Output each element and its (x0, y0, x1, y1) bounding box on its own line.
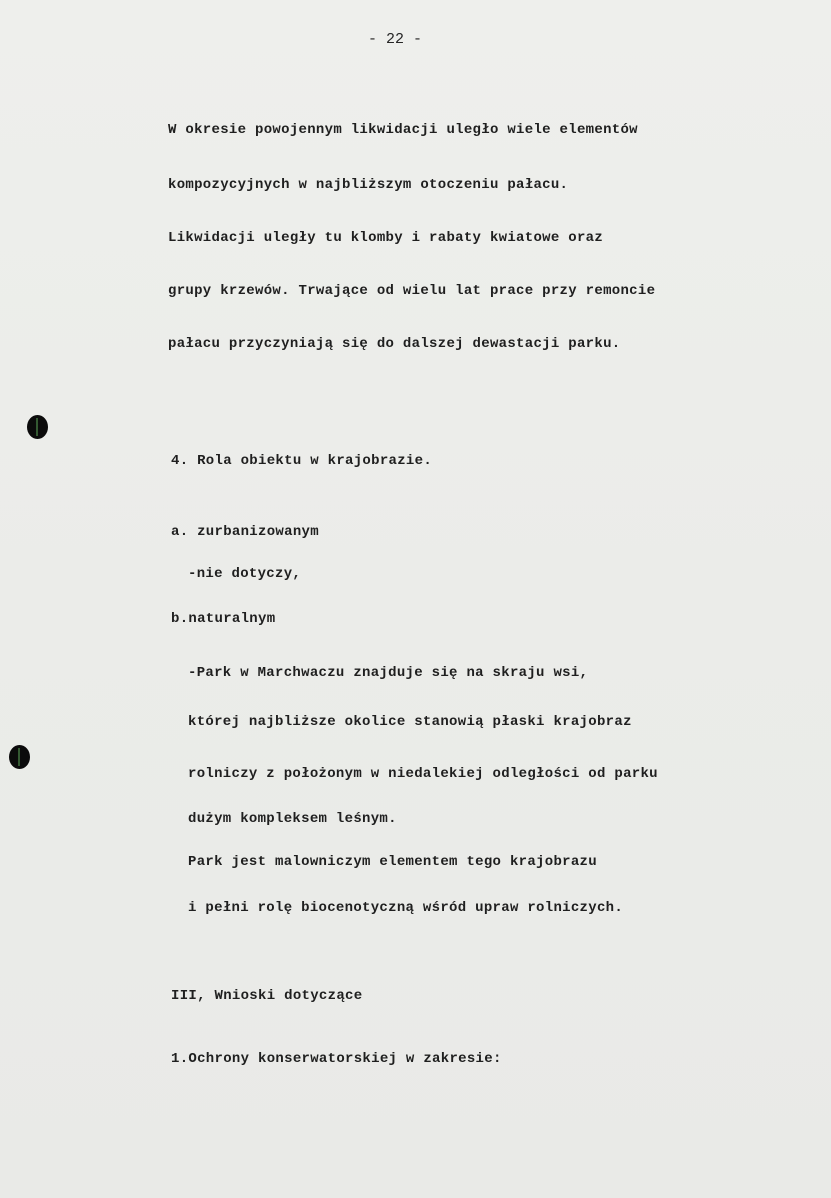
page-number: - 22 - (367, 31, 422, 48)
item-b-line: rolniczy z położonym w niedalekiej odległości od parku (188, 766, 658, 782)
item-b-line: Park jest malowniczym elementem tego krajobrazu (188, 854, 597, 870)
section-item: 1.Ochrony konserwatorskiej w zakresie: (171, 1051, 502, 1067)
paragraph-line: W okresie powojennym likwidacji uległo wiele elementów (168, 122, 638, 138)
punch-hole-bottom (9, 745, 30, 769)
section-heading: 4. Rola obiektu w krajobrazie. (171, 453, 433, 469)
item-b-line: i pełni rolę biocenotyczną wśród upraw rolniczych. (188, 900, 624, 916)
punch-hole-top (27, 415, 48, 439)
item-b-label: b.naturalnym (171, 611, 276, 627)
item-b-line: dużym kompleksem leśnym. (188, 811, 397, 827)
paragraph-line: grupy krzewów. Trwające od wielu lat prace przy remoncie (168, 283, 656, 299)
item-a-label: a. zurbanizowanym (171, 524, 319, 540)
section-heading: III, Wnioski dotyczące (171, 988, 363, 1004)
item-b-line: której najbliższe okolice stanowią płaski krajobraz (188, 714, 632, 730)
paragraph-line: Likwidacji uległy tu klomby i rabaty kwiatowe oraz (168, 230, 604, 246)
item-b-line: -Park w Marchwaczu znajduje się na skraju wsi, (188, 665, 589, 681)
paragraph-line: pałacu przyczyniają się do dalszej dewastacji parku. (168, 336, 621, 352)
item-a-text: -nie dotyczy, (188, 566, 302, 582)
paragraph-line: kompozycyjnych w najbliższym otoczeniu pałacu. (168, 177, 569, 193)
